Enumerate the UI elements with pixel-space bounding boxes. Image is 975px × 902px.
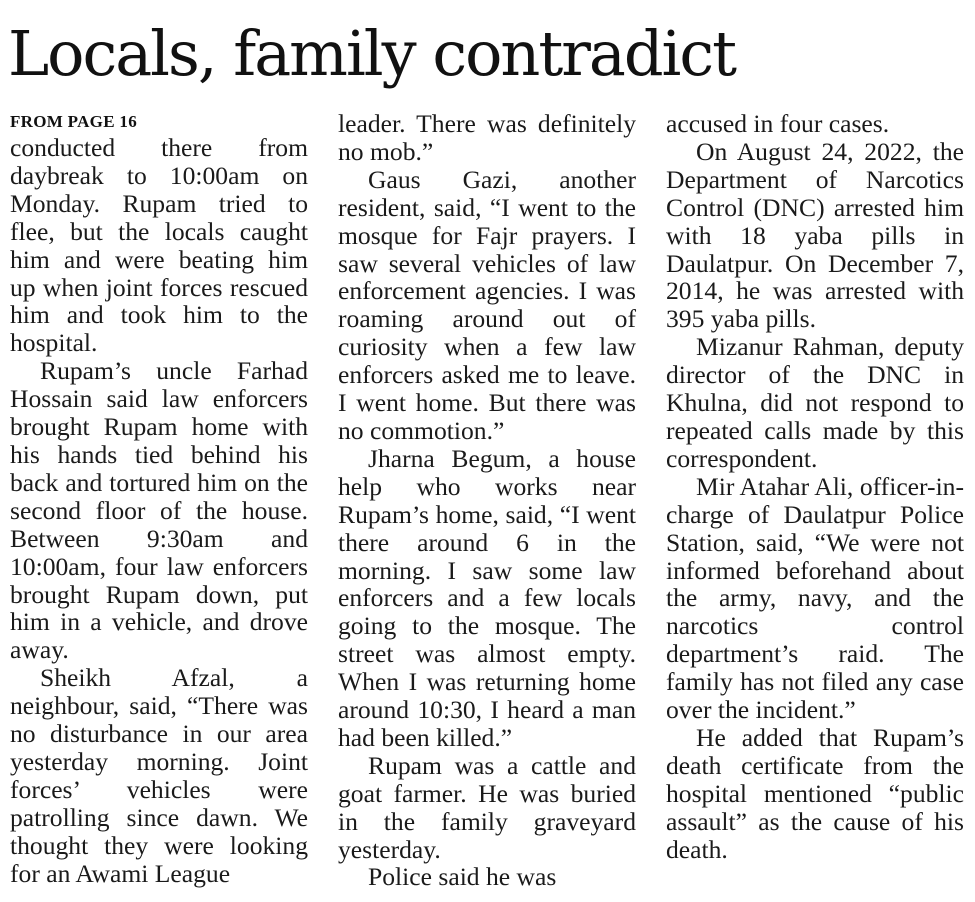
article-column-2 (338, 110, 636, 891)
paragraph: Rupam’s uncle Farhad Hossain said law enforcers brought Rupam home with his hands tied behind his back and tortured him on the second floor of the house. Between 9:30am and 10:00am, four law enforcers brought Rupam down, put him in a vehicle, and drove away. (10, 356, 308, 665)
paragraph: On August 24, 2022, the Department of Narcotics Control (DNC) arrested him with 18 yaba pills in Daulatpur. On December 7, 2014, he was arrested with 395 yaba pills. (666, 136, 964, 334)
paragraph: Police said he was (368, 862, 557, 892)
article-column-3 (666, 110, 964, 863)
headline: Locals, family contradict (8, 17, 735, 90)
paragraph: Jharna Begum, a house help who works near Rupam’s home, said, “I went there around 6 in the morning. I saw some law enforcers and a few locals going to the mosque. The street was almost empty. When I was returning home around 10:30, I heard a man had been killed.” (338, 443, 636, 752)
article-column-1 (10, 110, 308, 887)
paragraph: Rupam was a cattle and goat farmer. He was buried in the family graveyard yesterday. (338, 750, 636, 864)
paragraph: Mir Atahar Ali, officer-in-charge of Daulatpur Police Station, said, “We were not informed beforehand about the army, navy, and the narcotics control department’s raid. The family has not filed any case over the incident.” (666, 471, 964, 725)
paragraph: accused in four cases. (666, 109, 890, 138)
paragraph: He added that Rupam’s death certificate from the hospital mentioned “public assault” as the cause of his death. (666, 722, 964, 864)
paragraph: Gaus Gazi, another resident, said, “I went to the mosque for Fajr prayers. I saw several vehicles of law enforcement agencies. I was roaming around out of curiosity when a few law enforcers asked me to leave. I went home. But there was no commotion.” (338, 164, 636, 445)
paragraph: Sheikh Afzal, a neighbour, said, “There was no disturbance in our area yesterday morning. Joint forces’ vehicles were patrolling since dawn. We thought they were looking for an Awami League (10, 663, 308, 888)
paragraph: leader. There was definitely no mob.” (338, 109, 636, 166)
paragraph: conducted there from daybreak to 10:00am on Monday. Rupam tried to flee, but the locals caught him and were beating him up when joint forces rescued him and took him to the hospital. (10, 133, 308, 358)
continued-from-label: FROM PAGE 16 (10, 112, 137, 131)
paragraph: Mizanur Rahman, deputy director of the DNC in Khulna, did not respond to repeated calls made by this correspondent. (666, 332, 964, 473)
